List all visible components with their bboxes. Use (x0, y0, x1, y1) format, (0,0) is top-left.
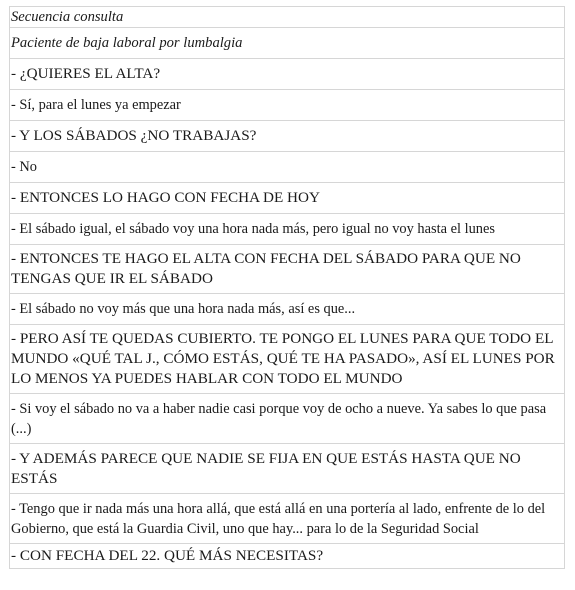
table-row (10, 394, 565, 444)
table-row (10, 183, 565, 214)
table-row (10, 59, 565, 90)
table-cell: - PERO ASÍ TE QUEDAS CUBIERTO. TE PONGO EL LUNES PARA QUE TODO EL MUNDO «QUÉ TAL J., CÓMO ESTÁS, QUÉ TE HA PASADO», ASÍ EL LUNES POR LO MENOS YA PUEDES HABLAR CON TODO EL MUNDO (10, 325, 565, 394)
table-cell: - El sábado no voy más que una hora nada más, así es que... (10, 294, 565, 325)
table-cell: Secuencia consulta (10, 7, 565, 28)
table-row (10, 152, 565, 183)
table-row (10, 494, 565, 544)
table-cell: - Y LOS SÁBADOS ¿NO TRABAJAS? (10, 121, 565, 152)
table-cell: - CON FECHA DEL 22. QUÉ MÁS NECESITAS? (10, 544, 565, 569)
table-cell: - Y ADEMÁS PARECE QUE NADIE SE FIJA EN QUE ESTÁS HASTA QUE NO ESTÁS (10, 444, 565, 494)
table-row (10, 121, 565, 152)
table-cell: - Si voy el sábado no va a haber nadie casi porque voy de ocho a nueve. Ya sabes lo que pasa (...) (10, 394, 565, 444)
table-cell: - Sí, para el lunes ya empezar (10, 90, 565, 121)
consultation-sequence-table (9, 6, 565, 569)
table-row (10, 444, 565, 494)
table-row (10, 90, 565, 121)
table-row (10, 294, 565, 325)
table-cell: - ENTONCES LO HAGO CON FECHA DE HOY (10, 183, 565, 214)
table-row (10, 544, 565, 569)
table-cell: - Tengo que ir nada más una hora allá, que está allá en una portería al lado, enfrente de lo del Gobierno, que está la Guardia Civil, uno que hay... para lo de la Seguridad Social (10, 494, 565, 544)
table-row (10, 214, 565, 245)
table-cell: Paciente de baja laboral por lumbalgia (10, 28, 565, 59)
table-cell: - El sábado igual, el sábado voy una hora nada más, pero igual no voy hasta el lunes (10, 214, 565, 245)
table-row (10, 325, 565, 394)
table-row (10, 7, 565, 28)
table-row (10, 245, 565, 294)
table-cell: - No (10, 152, 565, 183)
table-row (10, 28, 565, 59)
table-cell: - ¿QUIERES EL ALTA? (10, 59, 565, 90)
table-cell: - ENTONCES TE HAGO EL ALTA CON FECHA DEL SÁBADO PARA QUE NO TENGAS QUE IR EL SÁBADO (10, 245, 565, 294)
